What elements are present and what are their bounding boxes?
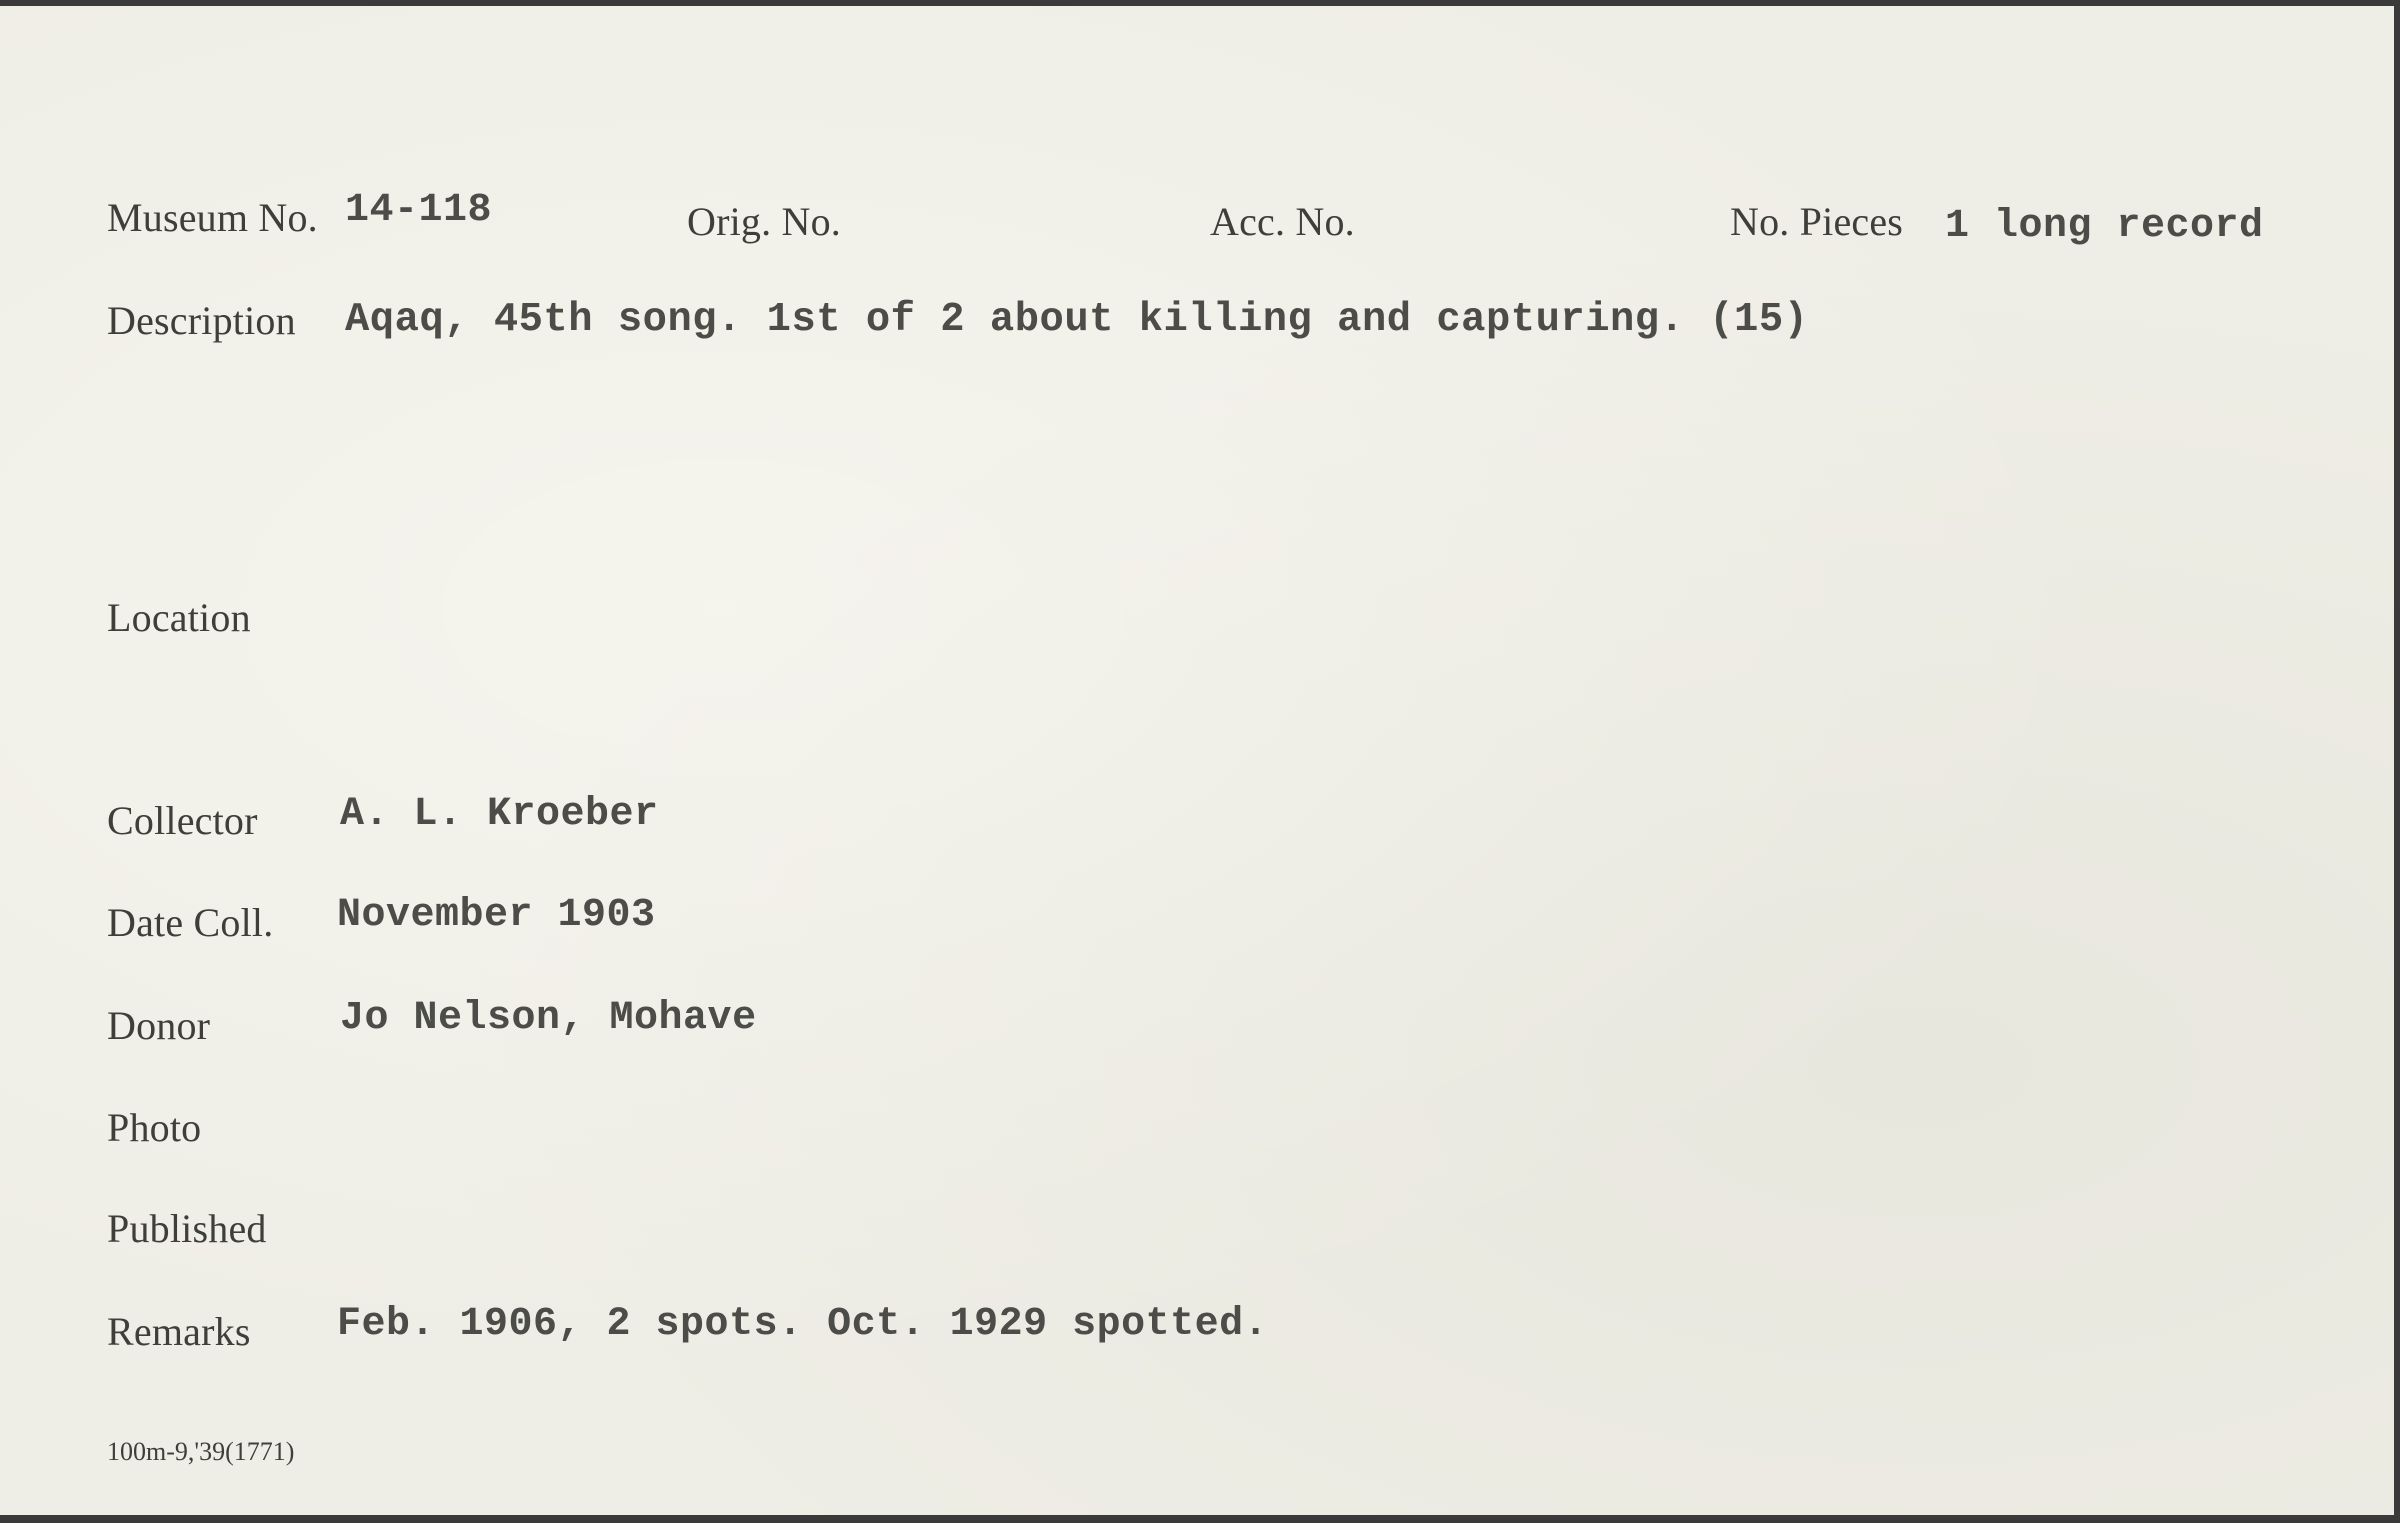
museum-no-label: Museum No.	[107, 195, 318, 240]
remarks-label: Remarks	[107, 1309, 251, 1354]
no-pieces-label: No. Pieces	[1730, 199, 1904, 244]
print-code: 100m-9,'39(1771)	[107, 1437, 295, 1466]
collector-label: Collector	[107, 798, 258, 843]
date-coll-value: November 1903	[337, 893, 656, 938]
description-value: Aqaq, 45th song. 1st of 2 about killing and capturing. (15)	[345, 297, 1809, 343]
published-label: Published	[107, 1206, 267, 1251]
collector-value: A. L. Kroeber	[340, 792, 659, 837]
acc-no-label: Acc. No.	[1210, 199, 1355, 244]
donor-label: Donor	[107, 1003, 211, 1048]
date-coll-label: Date Coll.	[107, 900, 274, 945]
donor-value: Jo Nelson, Mohave	[340, 996, 757, 1041]
description-label: Description	[107, 298, 296, 343]
orig-no-label: Orig. No.	[687, 199, 842, 244]
no-pieces-value: 1 long record	[1945, 204, 2264, 249]
location-label: Location	[107, 595, 251, 640]
remarks-value: Feb. 1906, 2 spots. Oct. 1929 spotted.	[337, 1302, 1269, 1347]
photo-label: Photo	[107, 1105, 202, 1150]
museum-no-value: 14-118	[345, 188, 493, 233]
